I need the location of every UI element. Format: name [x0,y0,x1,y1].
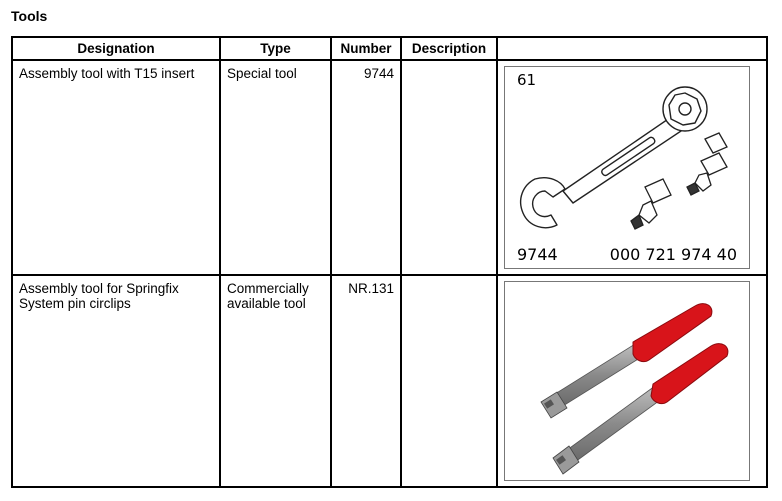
header-number: Number [331,37,401,60]
table-row [12,275,767,487]
description-cell [401,275,497,487]
wrench-with-torx-bits-drawing [505,67,749,268]
description-cell [401,60,497,275]
designation-cell: Assembly tool for Springfix System pin circlips [12,275,220,487]
tools-table [11,36,768,488]
image-cell [497,275,767,487]
figure-label-bottom-right: 000 721 974 40 [609,245,737,264]
table-row [12,60,767,275]
circlip-tools-photo [505,282,749,480]
tool-figure-nr131 [504,281,750,481]
image-cell [497,60,767,275]
header-description: Description [401,37,497,60]
figure-label-bottom-left: 9744 [517,245,558,264]
type-cell: Special tool [220,60,331,275]
designation-cell: Assembly tool with T15 insert [12,60,220,275]
page-title: Tools [11,8,48,24]
number-cell: 9744 [331,60,401,275]
header-designation: Designation [12,37,220,60]
tool-figure-9744 [504,66,750,269]
header-image [497,37,767,60]
number-cell: NR.131 [331,275,401,487]
header-type: Type [220,37,331,60]
type-cell: Commercially available tool [220,275,331,487]
figure-label-top-left: 61 [517,71,537,89]
table-header-row [12,37,767,60]
